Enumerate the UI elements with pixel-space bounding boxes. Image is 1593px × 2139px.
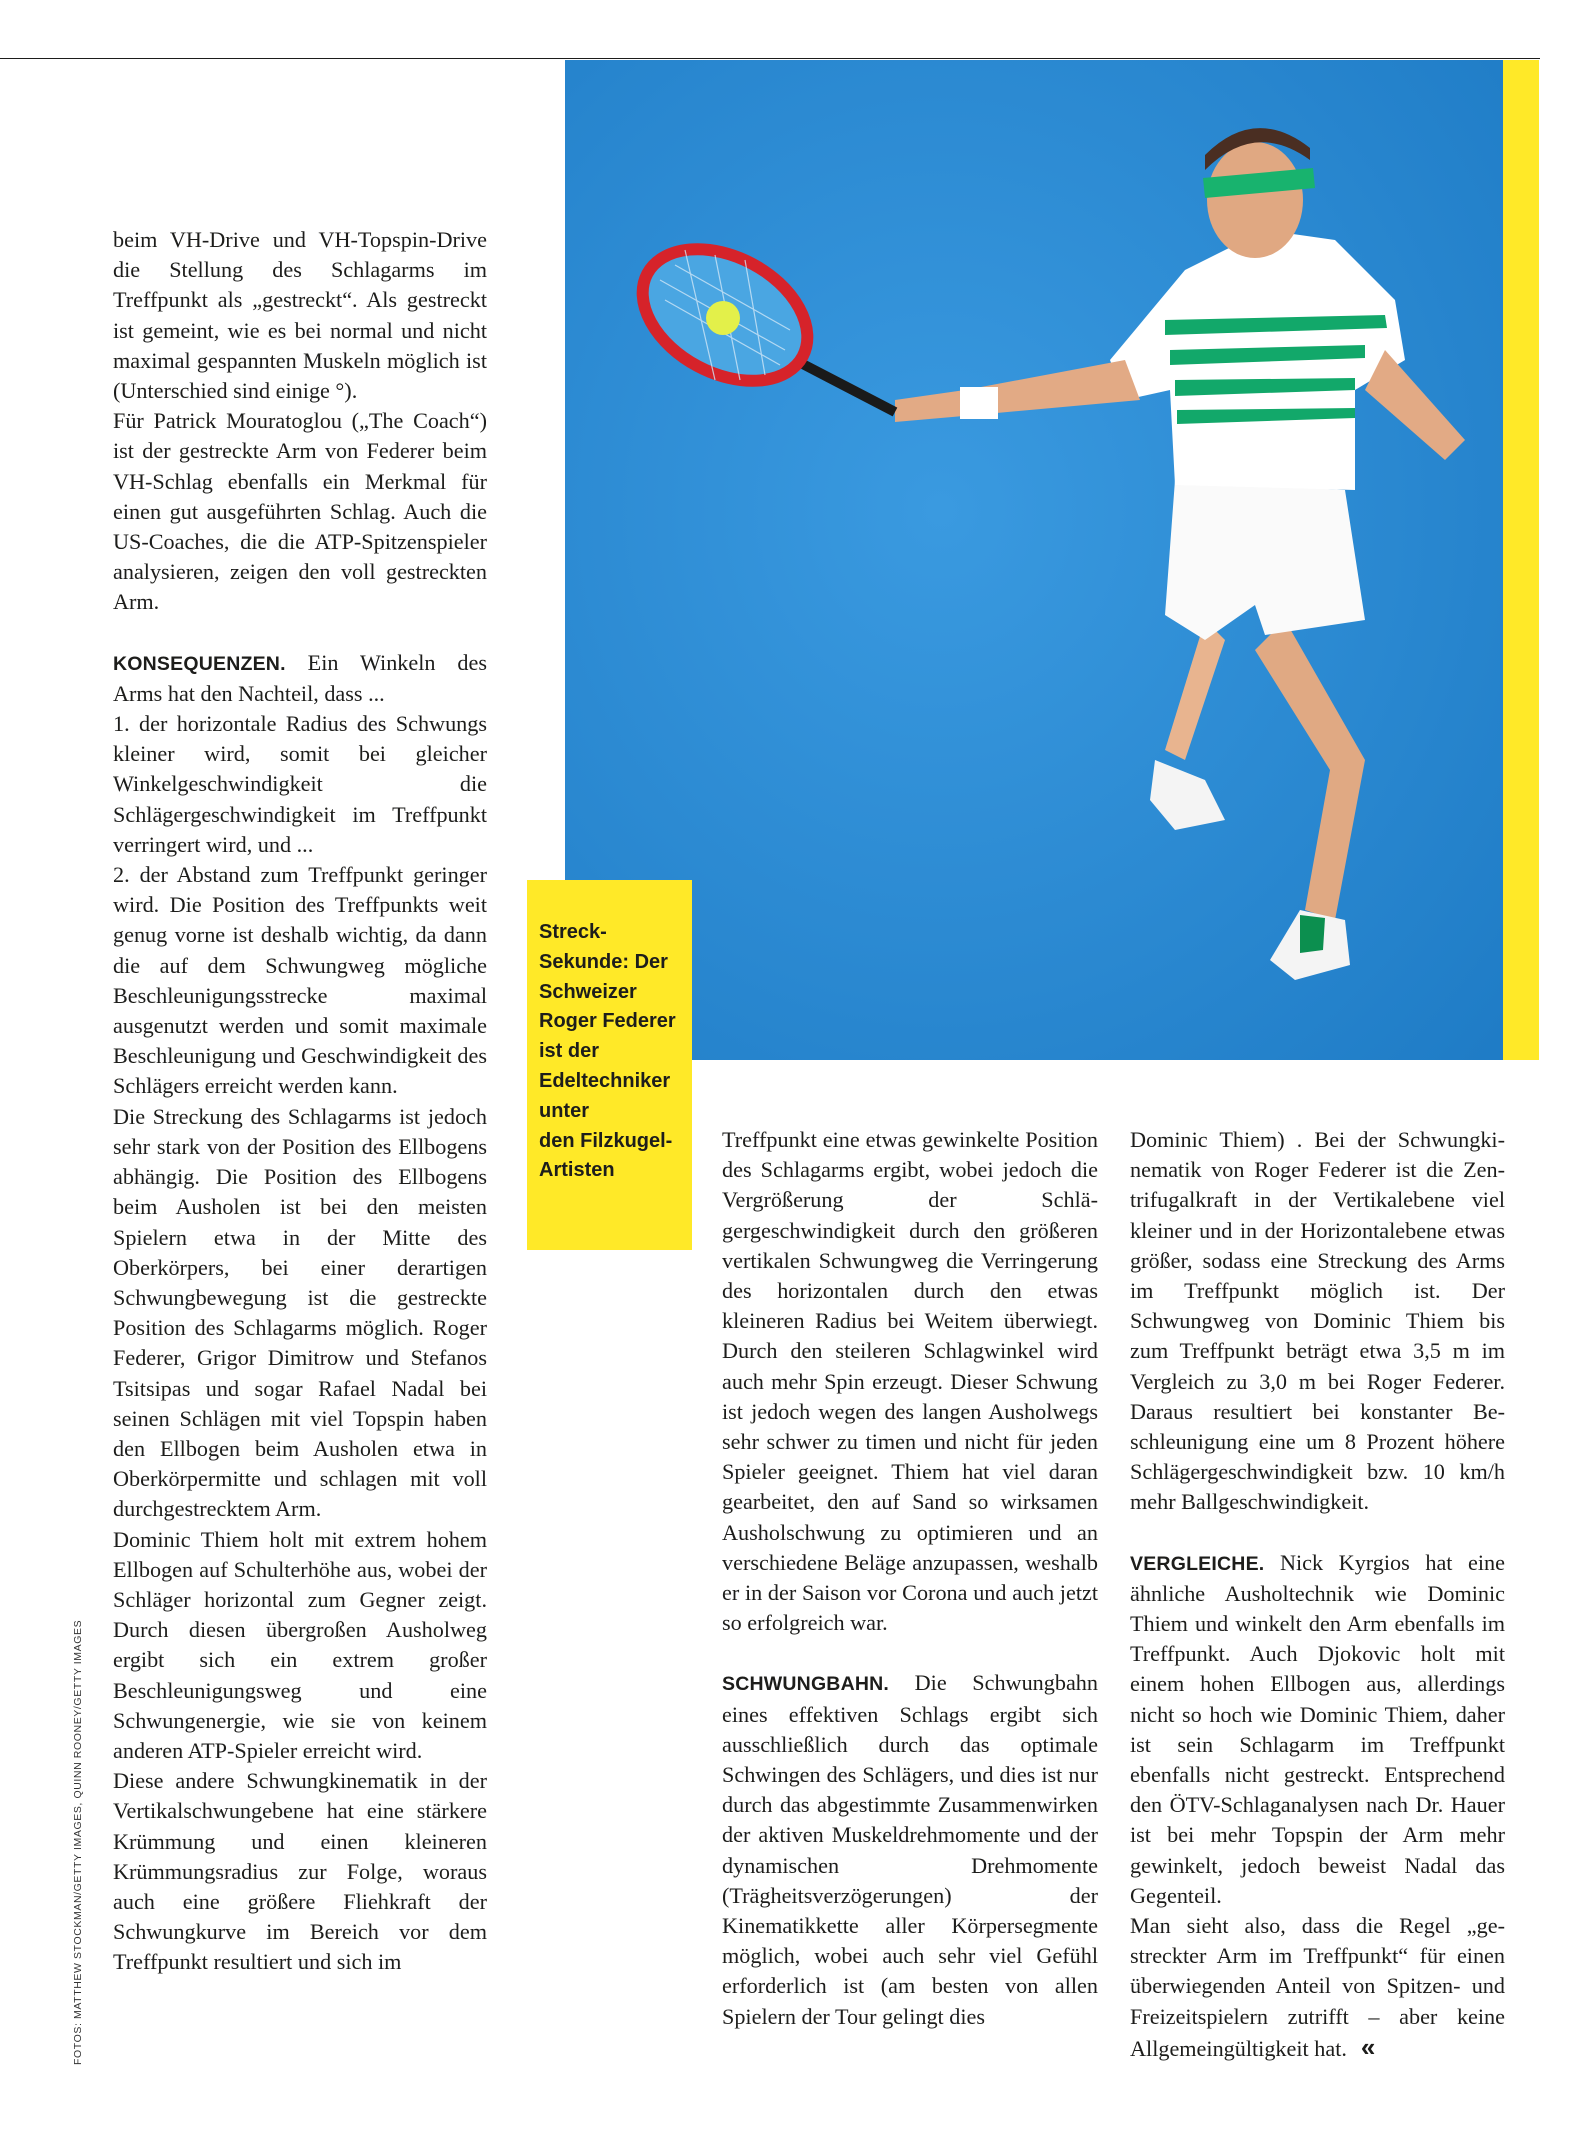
paragraph-konsequenzen bbox=[113, 648, 487, 709]
top-rule bbox=[0, 58, 1540, 59]
paragraph-text: Die Schwungbahn eines effektiven Schlags ergibt sich ausschließlich durch das optimale Schwingen des Schlägers, und dies ist nur durch das abgestimmte Zusammenwirken der aktiven Muskeldrehmomente und der dynamischen Drehmomente (Trägheitsverzögerungen) der Kinematikkette aller Körpersegmente möglich, wobei auch sehr viel Gefühl erforderlich ist (am besten von allen Spielern der Tour gelingt dies bbox=[722, 1670, 1098, 2029]
paragraph: 1. der horizontale Radius des Schwungs kleiner wird, somit bei gleicher Winkelgeschwindigkeit die Schlägergeschwindigkeit im Treffpunkt verringert wird, und ... bbox=[113, 711, 487, 857]
caption-line: ist der bbox=[539, 1040, 600, 1063]
tennis-player-illustration bbox=[565, 60, 1503, 1060]
caption-line: Roger Federer bbox=[539, 1010, 676, 1033]
article-column-2 bbox=[722, 1125, 1098, 2032]
section-lead: SCHWUNGBAHN. bbox=[722, 1673, 890, 1696]
caption-line: Schweizer bbox=[539, 980, 637, 1003]
paragraph-text: Nick Kyrgios hat eine ähnliche Ausholtechnik wie Dominic Thiem und winkelt den Arm ebenfalls im Treffpunkt. Auch Djokovic holt mit einem hohen Ellbogen aus, allerdings nicht so hoch wie Dominic Thiem, daher ist sein Schlagarm im Treffpunkt ebenfalls nicht gestreckt. Entsprechend den ÖTV-Schlaganalysen nach Dr. Hauer ist bei mehr Topspin der Arm mehr gewinkelt, jedoch beweist Nadal das Gegenteil. bbox=[1130, 1549, 1505, 1908]
caption-line: Edeltechniker bbox=[539, 1069, 671, 1092]
photo-caption bbox=[527, 880, 692, 1250]
end-mark-icon: « bbox=[1360, 2031, 1376, 2062]
court-background bbox=[565, 60, 1503, 1060]
wristband bbox=[960, 387, 998, 419]
article-column-3 bbox=[1130, 1125, 1505, 2064]
paragraph: Dominic Thiem holt mit extrem hohem Ellbogen auf Schulterhöhe aus, wobei der Schläger horizontal zum Gegner zeigt. Durch diesen übergroßen Ausholweg ergibt sich ein extrem großer Beschleunigungsweg und eine Schwungenergie, wie sie von keinem anderen ATP-Spieler erreicht wird. bbox=[113, 1526, 487, 1763]
section-lead: VERGLEICHE. bbox=[1130, 1552, 1265, 1575]
right-shoe-stripe bbox=[1300, 915, 1325, 953]
caption-line: Sekunde: Der bbox=[539, 950, 668, 973]
paragraph-text: Man sieht also, dass die Regel „gestreckter Arm im Treffpunkt“ für einen überwiegenden Anteil von Spitzen- und Freizeitspielern zutrifft – aber keine Allgemeingültigkeit hat. bbox=[1130, 1913, 1505, 2061]
accent-bar bbox=[1503, 60, 1539, 1060]
paragraph: Diese andere Schwungkinematik in der Vertikalschwungebene hat eine stärkere Krümmung und einen kleineren Krümmungsradius zur Folge, woraus auch eine größere Fliehkraft der Schwungkurve im Bereich vor dem Treffpunkt resultiert und sich im bbox=[113, 1768, 487, 1975]
shorts bbox=[1165, 480, 1365, 640]
caption-line: unter bbox=[539, 1099, 589, 1122]
paragraph-final bbox=[1130, 1911, 1505, 2064]
paragraph: Treffpunkt eine etwas gewinkelte Position des Schlagarms ergibt, wobei jedoch die Vergrößerung der Schlägergeschwindigkeit durch den größeren vertikalen Schwungweg die Verringerung des horizontalen durch den etwas kleineren Radius bei Weitem überwiegt. Durch den steileren Schlagwinkel wird auch mehr Spin erzeugt. Dieser Schwung ist jedoch wegen des langen Ausholwegs sehr schwer zu timen und nicht für jeden Spieler geeignet. Thiem hat viel daran gearbeitet, den auf Sand so wirksamen Ausholschwung zu optimieren und an verschiedene Beläge anzupassen, weshalb er in der Saison vor Corona und auch jetzt so erfolgreich war. bbox=[722, 1127, 1098, 1636]
paragraph-schwungbahn bbox=[722, 1668, 1098, 2031]
photo-credit: FOTOS: MATTHEW STOCKMAN/GETTY IMAGES, QUINN ROONEY/GETTY IMAGES bbox=[72, 1619, 84, 2065]
caption-line: Artisten bbox=[539, 1159, 615, 1182]
paragraph: 2. der Abstand zum Treffpunkt geringer wird. Die Position des Treffpunkts weit genug vorne ist deshalb wichtig, da dann die auf dem Schwungweg mögliche Beschleunigungsstrecke maximal ausgenutzt werden und somit maximale Beschleunigung und Geschwindigkeit des Schlägers erreicht werden kann. bbox=[113, 862, 487, 1099]
article-column-1 bbox=[113, 225, 487, 1978]
paragraph-text: Ein Winkeln des Arms hat den Nachteil, dass ... bbox=[113, 649, 487, 706]
caption-line: Streck- bbox=[539, 921, 607, 943]
paragraph: Dominic Thiem) . Bei der Schwungkinematik von Roger Federer ist die Zentrifugalkraft in der Vertikalebene viel kleiner und in der Horizontalebene etwas größer, sodass eine Streckung des Arms im Treffpunkt möglich ist. Der Schwungweg von Dominic Thiem bis zum Treffpunkt beträgt etwa 3,5 m im Vergleich zu 3,0 m bei Roger Federer. Daraus resultiert bei konstanter Beschleunigung eine um 8 Prozent höhere Schlägergeschwindigkeit bzw. 10 km/h mehr Ballgeschwindigkeit. bbox=[1130, 1127, 1505, 1515]
paragraph: Für Patrick Mouratoglou („The Coach“) ist der gestreckte Arm von Federer beim VH-Schlag ebenfalls ein Merkmal für einen gut ausgeführten Schlag. Auch die US-Coaches, die die ATP-Spitzenspieler analysieren, zeigen den voll gestreckten Arm. bbox=[113, 408, 487, 615]
tennis-photo bbox=[565, 60, 1503, 1060]
tennis-ball bbox=[706, 301, 740, 335]
paragraph: Die Streckung des Schlagarms ist jedoch sehr stark von der Position des Ellbogens abhängig. Die Position des Ellbogens beim Ausholen ist bei den meisten Spielern etwa in der Mitte des Oberkörpers, bei einer derartigen Schwungbewegung ist die gestreckte Position des Schlagarms möglich. Roger Federer, Grigor Dimitrow und Stefanos Tsitsipas und sogar Rafael Nadal bei seinen Schlägen mit viel Topspin haben den Ellbogen beim Ausholen etwa in Oberkörpermitte und schlagen mit voll durchgestrecktem Arm. bbox=[113, 1103, 487, 1522]
paragraph-vergleiche bbox=[1130, 1548, 1505, 1911]
caption-line: den Filzkugel- bbox=[539, 1129, 673, 1152]
paragraph: beim VH-Drive und VH-Topspin-Drive die Stellung des Schlagarms im Treffpunkt als „gestreckt“. Als gestreckt ist gemeint, wie es bei normal und nicht maximal gespannten Muskeln möglich ist (Unterschied sind einige °). bbox=[113, 227, 487, 404]
section-lead: KONSEQUENZEN. bbox=[113, 652, 286, 675]
head bbox=[1207, 142, 1303, 258]
